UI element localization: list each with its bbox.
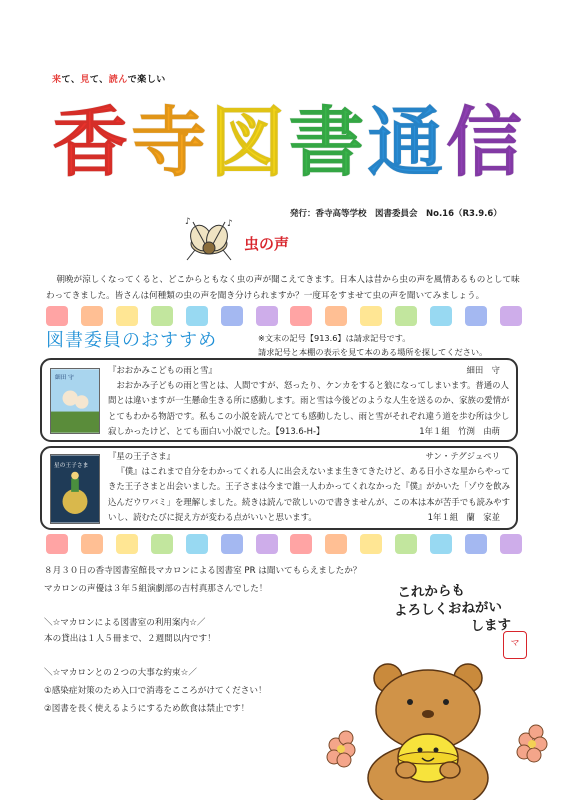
book-card-1: [40, 358, 518, 442]
stripe-patch: [186, 306, 208, 326]
book-review-2: 『僕』はこれまで自分をわかってくれる人に出会えないまま生きてきたけど、ある日小さな星からやってきた王子さまと出会いました。王子さまは今まで誰一人わかってくれなかった『僕』がかいた「ゾウを飲み込んだウワバミ」を理解しました。続きは読んで欲しいので書きませんが、この本は本が苦手でも読みやすいし、読むたびに捉え方が変わる点がいいと思います。: [108, 466, 511, 523]
stripe-patch: [290, 306, 312, 326]
tagline-part: 見: [80, 75, 90, 85]
tagline-part: て、: [89, 75, 109, 85]
title-char: 図: [209, 98, 286, 187]
call-number-note: [258, 331, 528, 359]
issuer-line: 発行：香寺高等学校 図書委員会 No.16（R3.9.6）: [290, 209, 502, 219]
mascot-message-line3: します: [470, 616, 512, 635]
call-number-note-line1: ※文末の記号【913.6】は請求記号です。: [258, 333, 411, 343]
pr-line2: マカロンの声優は３年５組演劇部の吉村真那さんでした！: [44, 584, 268, 594]
book-reviewer-2: 1年１組 蘭 家並: [427, 512, 500, 522]
mascot-message-line2: よろしくおねがい: [393, 599, 503, 620]
stripe-patch: [430, 534, 452, 554]
book-author-2: サン・テグジュペリ: [425, 451, 500, 461]
stripe-patch: [256, 306, 278, 326]
book-review-1: おおかみ子どもの雨と雪とは、人間ですが、怒ったり、ケンカをすると狼になってしまいます。普通の人間とは違いますが一生懸命生きる所に感動します。雨と雪は今後どのような人生を送るのか、家族の愛情がとてもわかる物語です。私もこの小説を読んでとても感動したし、雨と雪がそれぞれ違う道を歩む所は少し寂しかったけど、とても面白い小説でした。【913.6-H-】: [108, 380, 510, 437]
tagline-part: で楽しい: [127, 75, 166, 85]
stripe-patch: [430, 306, 452, 326]
title-char: 香: [52, 98, 128, 187]
cricket-illustration: [183, 214, 235, 262]
stripe-patch: [395, 534, 417, 554]
stripe-patch: [221, 306, 243, 326]
stripe-patch: [81, 306, 103, 326]
stripe-patch: [186, 534, 208, 554]
stripe-patch: [116, 534, 138, 554]
mascot-message-line1: これからも: [397, 582, 466, 601]
book-cover-1-text: 細田 守: [54, 374, 74, 381]
stripe-patch: [465, 306, 487, 326]
title-char: 書: [288, 98, 365, 187]
tagline: [52, 72, 166, 85]
recommend-heading: 図書委員のおすすめ: [46, 330, 218, 351]
stripe-patch: [360, 306, 382, 326]
promise-1: ①感染症対策のため入口で消毒をこころがけてください！: [44, 686, 267, 696]
svg-text:♪: ♪: [227, 219, 233, 229]
stripe-patch: [81, 534, 103, 554]
book-cover-2-text: 星の王子さま: [53, 462, 89, 469]
feature-intro: 朝晩が涼しくなってくると、どこからともなく虫の声が聞こえてきます。日本人は昔から虫の声を風情あるものとして味わってきました。皆さんは何種類の虫の声を聞き分けられますか？一度耳をすませて虫の声を聞いてみましょう。: [46, 275, 520, 301]
tagline-part: 読ん: [108, 75, 128, 85]
stripe-patch: [116, 306, 138, 326]
stripe-patch: [325, 534, 347, 554]
stripe-patch: [500, 534, 522, 554]
stripe-patch: [500, 306, 522, 326]
stamp-icon: マ: [503, 631, 527, 659]
call-number-note-line2: 請求記号と本棚の表示を見て本のある場所を探してください。: [258, 347, 488, 357]
svg-text:♪: ♪: [185, 217, 191, 227]
feature-title: 虫の声: [244, 235, 290, 253]
title-char: 通: [367, 98, 444, 187]
book-title-1: 『おおかみこどもの雨と雪』: [108, 365, 217, 375]
stripe-patch: [465, 534, 487, 554]
tagline-part: 来: [52, 75, 62, 85]
promise-2: ②図書を長く使えるようにするため飲食は禁止です！: [44, 704, 250, 714]
book-cover-1: [50, 368, 100, 434]
newsletter-title: [52, 98, 522, 188]
book-author-1: 細田 守: [466, 365, 500, 375]
promise-heading: ＼☆マカロンとの２つの大事な約束☆／: [44, 668, 197, 678]
book-cover-2: [50, 454, 100, 524]
decorative-stripe-bottom: [46, 534, 522, 556]
bear-mascot-illustration: [318, 630, 558, 800]
stripe-patch: [290, 534, 312, 554]
guide-text: 本の貸出は１人５冊まで、２週間以内です！: [44, 634, 216, 644]
guide-heading: ＼☆マカロンによる図書室の利用案内☆／: [44, 618, 206, 628]
stripe-patch: [395, 306, 417, 326]
title-char: 信: [445, 98, 522, 187]
stripe-patch: [360, 534, 382, 554]
book-title-2: 『星の王子さま』: [108, 451, 175, 461]
pr-line1: ８月３０日の香寺図書室館長マカロンによる図書室 PR は聞いてもらえましたか？: [44, 566, 362, 576]
stripe-patch: [221, 534, 243, 554]
title-char: 寺: [130, 98, 207, 187]
decorative-stripe-top: [46, 306, 522, 328]
book-card-2: [40, 446, 518, 530]
stripe-patch: [46, 306, 68, 326]
stripe-patch: [256, 534, 278, 554]
stripe-patch: [325, 306, 347, 326]
stripe-patch: [46, 534, 68, 554]
stripe-patch: [151, 534, 173, 554]
stripe-patch: [151, 306, 173, 326]
tagline-part: て、: [61, 75, 81, 85]
book-reviewer-1: 1年１組 竹渕 由萌: [419, 426, 500, 436]
